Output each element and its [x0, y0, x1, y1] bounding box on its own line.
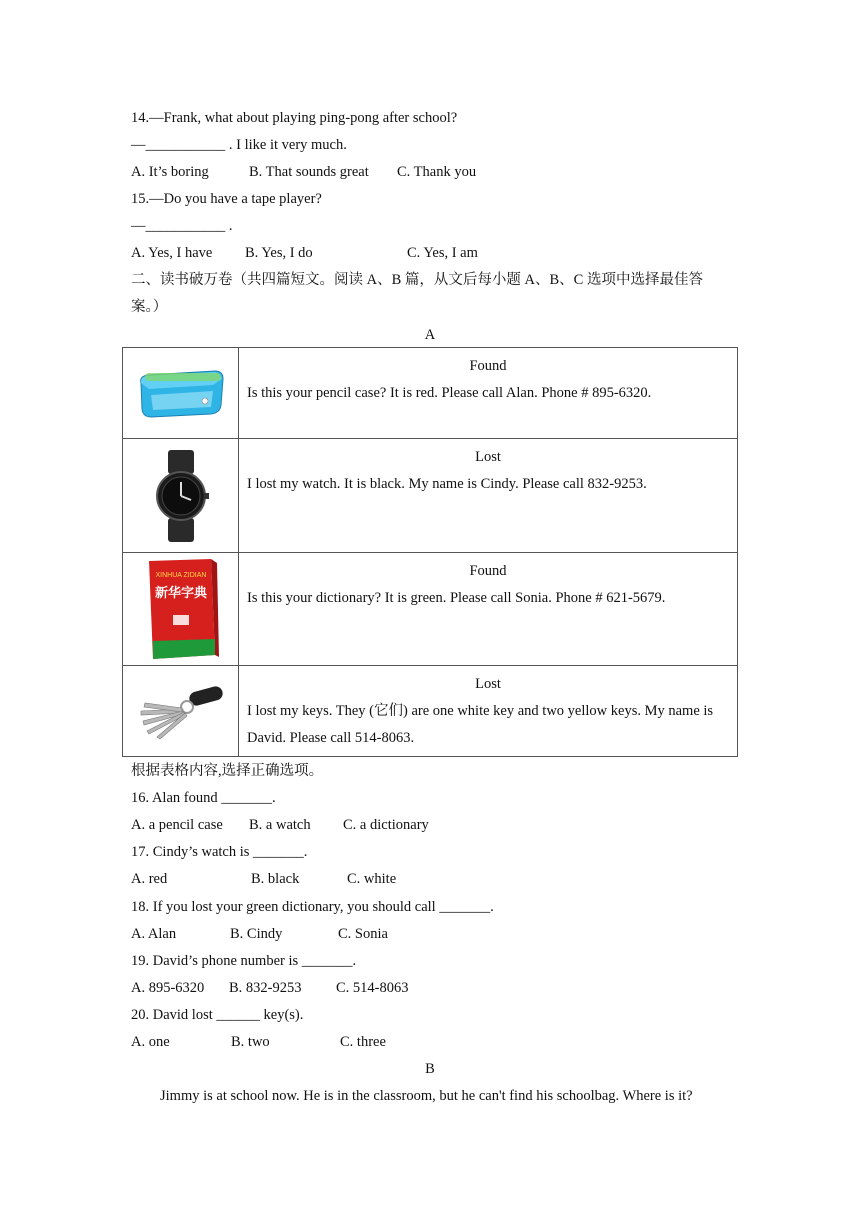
q15-option-b: B. Yes, I do — [245, 245, 313, 261]
watch-image-cell — [123, 439, 239, 553]
q19-question: 19. David’s phone number is _______. — [131, 953, 357, 969]
table-row — [123, 666, 738, 757]
q14-question: 14.—Frank, what about playing ping-pong after school? — [131, 110, 458, 126]
notice-text: I lost my watch. It is black. My name is Cindy. Please call 832-9253. — [247, 476, 647, 492]
keys-image-cell — [123, 666, 239, 757]
notice-type: Lost — [475, 449, 501, 465]
q20-question: 20. David lost ______ key(s). — [131, 1007, 304, 1023]
table-row — [123, 348, 738, 439]
lost-found-table — [122, 347, 738, 757]
keys-icon — [133, 681, 229, 741]
section-heading-line1: 二、读书破万卷（共四篇短文。阅读 A、B 篇，从文后每小题 A、B、C 选项中选择最佳答 — [131, 272, 703, 288]
q16-option-c: C. a dictionary — [343, 817, 429, 833]
q15-question: 15.—Do you have a tape player? — [131, 191, 322, 207]
notice-type: Found — [469, 358, 507, 374]
pencil-case-icon — [135, 365, 227, 421]
found-pencil-case-cell — [239, 348, 738, 439]
q17-option-c: C. white — [347, 871, 397, 887]
dictionary-title: 新华字典 — [154, 586, 207, 601]
notice-type: Lost — [475, 676, 501, 692]
q14-answer-line: —___________ . I like it very much. — [131, 137, 347, 153]
q19-option-a: A. 895-6320 — [131, 980, 205, 996]
notice-text: I lost my keys. They (它们) are one white key and two yellow keys. My name is David. Please call 514-8063. — [247, 703, 714, 746]
table-instruction: 根据表格内容,选择正确选项。 — [131, 763, 324, 779]
q19-option-b: B. 832-9253 — [229, 980, 302, 996]
passage-b-label: B — [425, 1061, 435, 1077]
passage-b-first-line: Jimmy is at school now. He is in the classroom, but he can't find his schoolbag. Where is it? — [160, 1088, 693, 1104]
pencil-case-image-cell — [123, 348, 239, 439]
section-heading-line2: 案。） — [131, 299, 168, 315]
notice-type: Found — [469, 563, 507, 579]
lost-keys-cell — [239, 666, 738, 757]
q14-option-c: C. Thank you — [397, 164, 477, 180]
q20-option-a: A. one — [131, 1034, 170, 1050]
q16-question: 16. Alan found _______. — [131, 790, 276, 806]
table-row — [123, 439, 738, 553]
q20-option-b: B. two — [231, 1034, 270, 1050]
q17-option-a: A. red — [131, 871, 168, 887]
q14-option-b: B. That sounds great — [249, 164, 369, 180]
dictionary-pinyin: XINHUA ZIDIAN — [155, 572, 206, 579]
passage-a-label: A — [424, 327, 436, 343]
found-dictionary-cell — [239, 553, 738, 666]
dictionary-icon — [141, 557, 221, 661]
q19-option-c: C. 514-8063 — [336, 980, 409, 996]
notice-text: Is this your dictionary? It is green. Please call Sonia. Phone # 621-5679. — [247, 590, 666, 606]
q18-question: 18. If you lost your green dictionary, you should call _______. — [131, 899, 494, 915]
dictionary-image-cell — [123, 553, 239, 666]
q16-option-a: A. a pencil case — [131, 817, 223, 833]
q15-option-c: C. Yes, I am — [407, 245, 478, 261]
q18-option-b: B. Cindy — [230, 926, 283, 942]
q15-option-a: A. Yes, I have — [131, 245, 213, 261]
q16-option-b: B. a watch — [249, 817, 311, 833]
table-row — [123, 553, 738, 666]
q17-option-b: B. black — [251, 871, 300, 887]
q18-option-a: A. Alan — [131, 926, 177, 942]
notice-text: Is this your pencil case? It is red. Please call Alan. Phone # 895-6320. — [247, 385, 652, 401]
q17-question: 17. Cindy’s watch is _______. — [131, 844, 308, 860]
q14-option-a: A. It’s boring — [131, 164, 209, 180]
watch-icon — [146, 448, 216, 544]
lost-watch-cell — [239, 439, 738, 553]
q18-option-c: C. Sonia — [338, 926, 388, 942]
q15-answer-line: —___________ . — [131, 218, 233, 234]
q20-option-c: C. three — [340, 1034, 386, 1050]
